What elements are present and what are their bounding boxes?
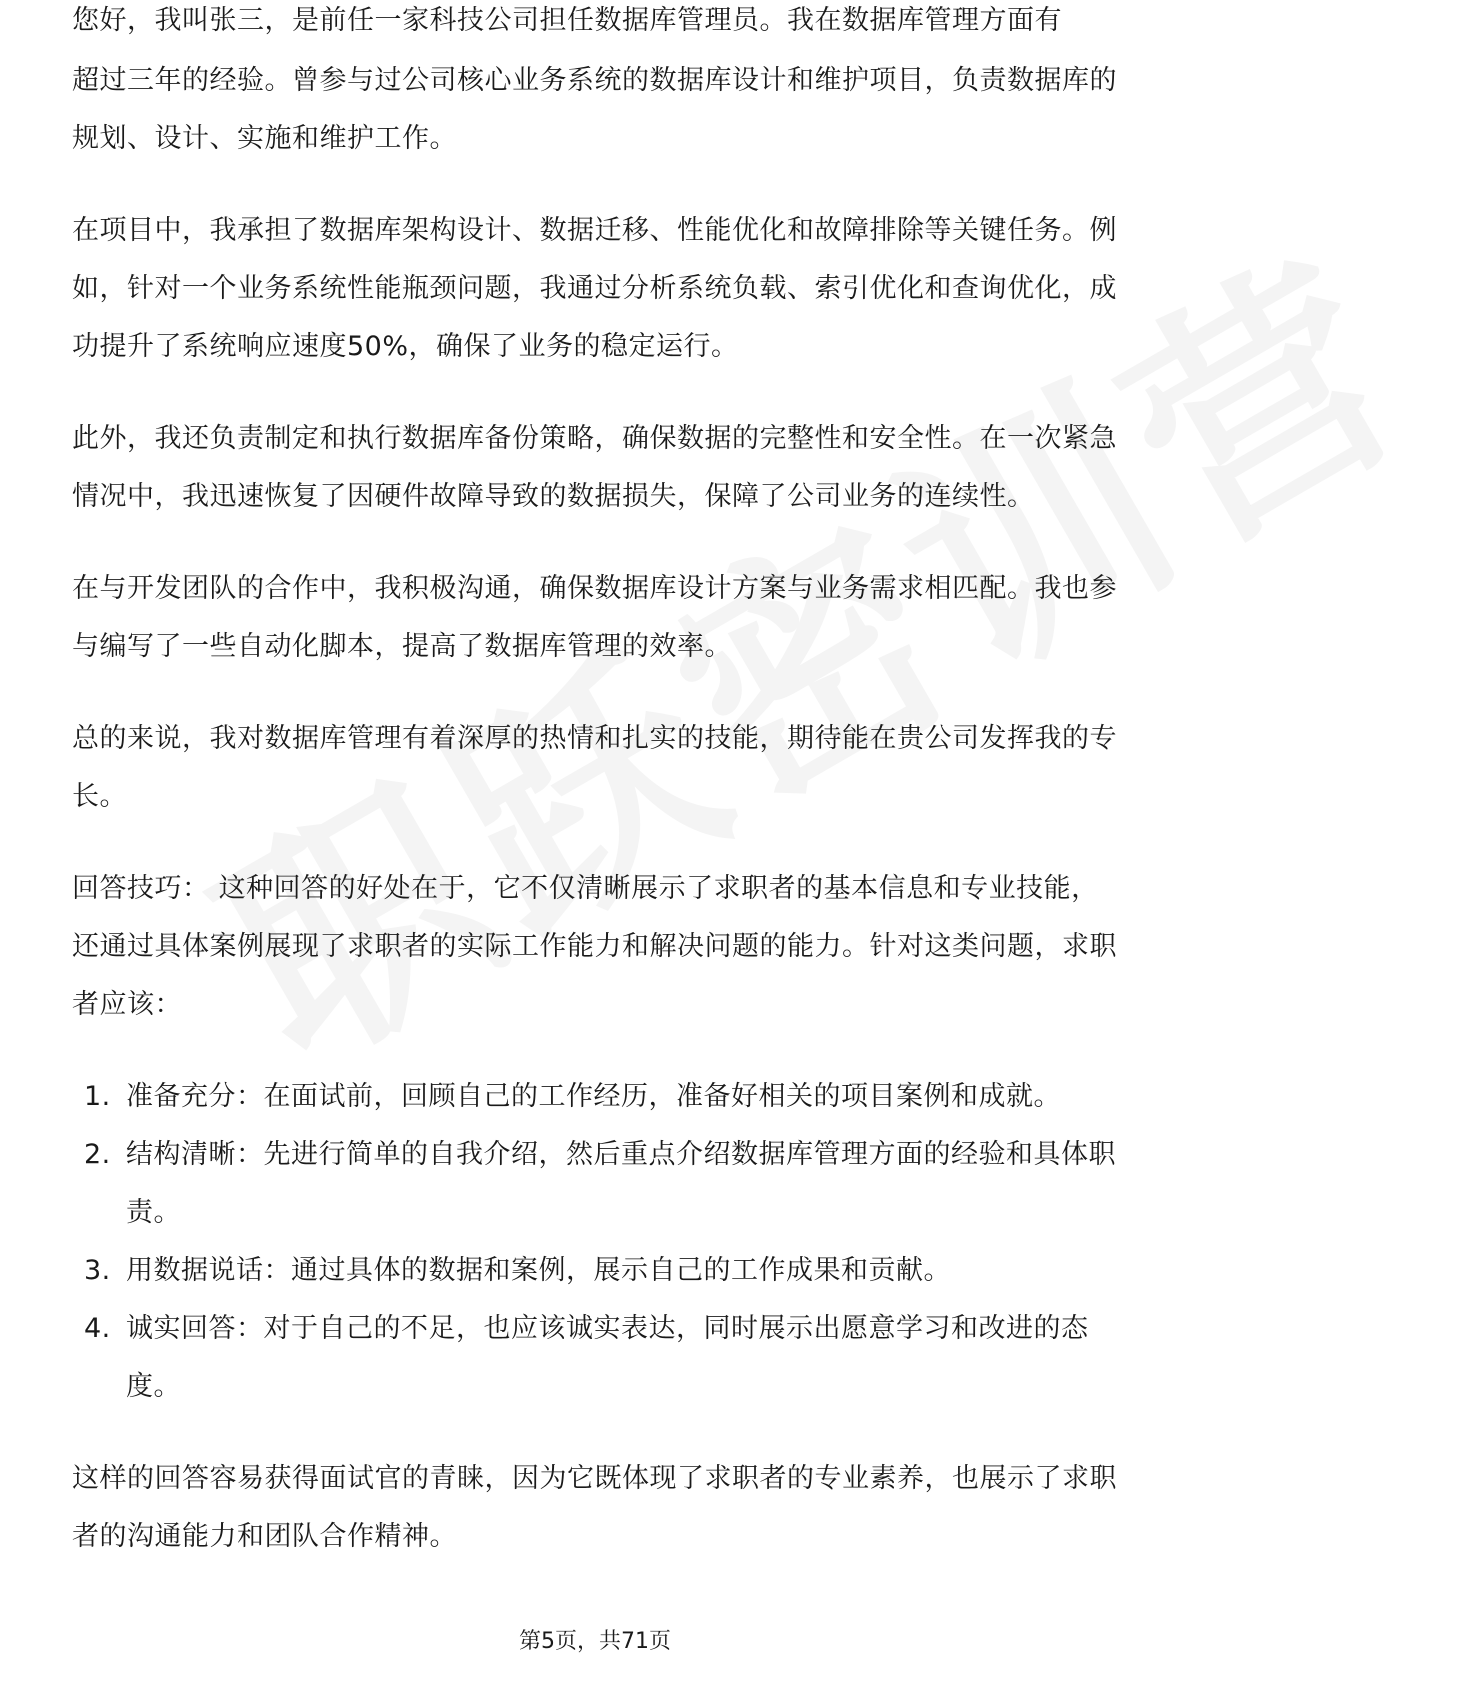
page-content bbox=[72, 5, 1120, 1600]
list-text: 准备充分：在面试前，回顾自己的工作经历，准备好相关的项目案例和成就。 bbox=[126, 1081, 1061, 1112]
paragraph-backup: 此外，我还负责制定和执行数据库备份策略，确保数据的完整性和安全性。在一次紧急情况中，我迅速恢复了因硬件故障导致的数据损失，保障了公司业务的连续性。 bbox=[72, 423, 1117, 512]
page-number: 第5页，共71页 bbox=[519, 1629, 671, 1654]
paragraph-closing: 这样的回答容易获得面试官的青睐，因为它既体现了求职者的专业素养，也展示了求职者的沟通能力和团队合作精神。 bbox=[72, 1463, 1117, 1552]
list-text: 诚实回答：对于自己的不足，也应该诚实表达，同时展示出愿意学习和改进的态度。 bbox=[126, 1313, 1089, 1402]
paragraph-experience: 超过三年的经验。曾参与过公司核心业务系统的数据库设计和维护项目，负责数据库的规划、设计、实施和维护工作。 bbox=[72, 65, 1117, 154]
paragraph-summary: 总的来说，我对数据库管理有着深厚的热情和扎实的技能，期待能在贵公司发挥我的专长。 bbox=[72, 723, 1117, 812]
list-text: 结构清晰：先进行简单的自我介绍，然后重点介绍数据库管理方面的经验和具体职责。 bbox=[126, 1139, 1116, 1228]
paragraph-tips: 回答技巧： 这种回答的好处在于，它不仅清晰展示了求职者的基本信息和专业技能，还通过具体案例展现了求职者的实际工作能力和解决问题的能力。针对这类问题，求职者应该： bbox=[72, 873, 1117, 1020]
list-number: 3. bbox=[84, 1255, 111, 1286]
list-item bbox=[72, 1300, 1120, 1416]
list-text: 用数据说话：通过具体的数据和案例，展示自己的工作成果和贡献。 bbox=[126, 1255, 951, 1286]
list-number: 1. bbox=[84, 1081, 111, 1112]
list-item bbox=[72, 1126, 1120, 1242]
tips-list bbox=[72, 1068, 1120, 1416]
cut-off-top-line: 您好，我叫张三，是前任一家科技公司担任数据库管理员。我在数据库管理方面有 bbox=[72, 5, 1062, 36]
paragraph-project: 在项目中，我承担了数据库架构设计、数据迁移、性能优化和故障排除等关键任务。例如，针对一个业务系统性能瓶颈问题，我通过分析系统负载、索引优化和查询优化，成功提升了系统响应速度50%，确保了业务的稳定运行。 bbox=[72, 215, 1117, 362]
list-number: 2. bbox=[84, 1139, 111, 1170]
list-item bbox=[72, 1068, 1120, 1126]
list-item bbox=[72, 1242, 1120, 1300]
paragraph-teamwork: 在与开发团队的合作中，我积极沟通，确保数据库设计方案与业务需求相匹配。我也参与编写了一些自动化脚本，提高了数据库管理的效率。 bbox=[72, 573, 1117, 662]
list-number: 4. bbox=[84, 1313, 111, 1344]
